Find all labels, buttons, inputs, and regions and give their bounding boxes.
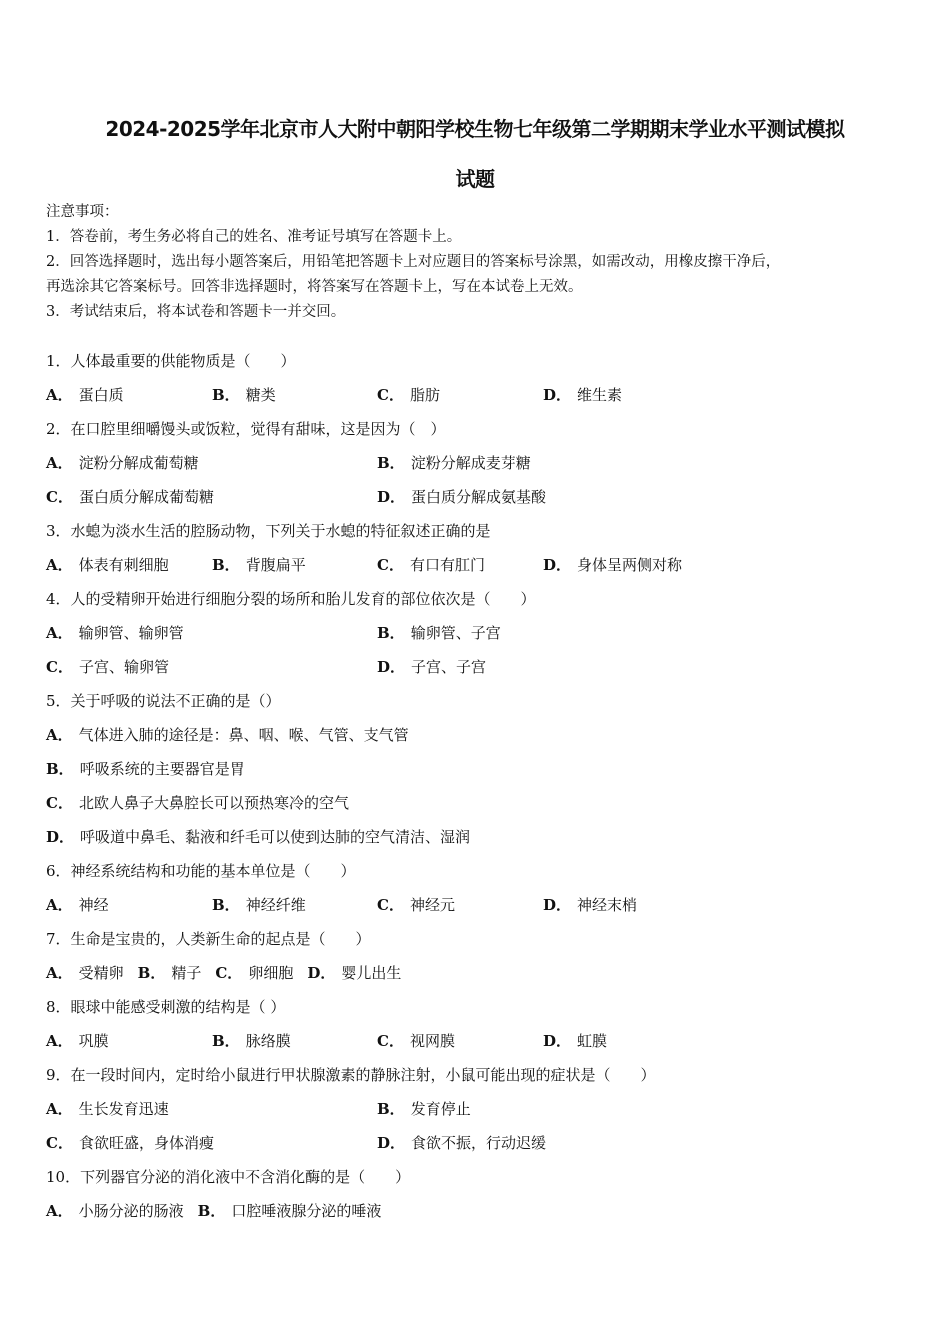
option-text: 脉络膜 — [245, 1032, 291, 1050]
option-d — [377, 652, 486, 682]
option-key: C． — [46, 658, 73, 676]
option-text: 脂肪 — [409, 386, 440, 404]
option-key: B． — [212, 386, 240, 404]
option-key: B． — [212, 896, 240, 914]
option-text: 维生素 — [577, 386, 623, 404]
option-row — [46, 890, 906, 924]
option-b — [377, 448, 531, 478]
option-text: 食欲旺盛，身体消瘦 — [78, 1134, 214, 1152]
question-stem: 9．在一段时间内，定时给小鼠进行甲状腺激素的静脉注射，小鼠可能出现的症状是（ ） — [46, 1066, 656, 1084]
option-c — [377, 890, 455, 920]
option-a — [46, 890, 109, 920]
option-text: 发育停止 — [410, 1100, 471, 1118]
option-d — [543, 1026, 607, 1056]
option-text: 婴儿出生 — [341, 964, 402, 982]
option-key: D． — [543, 896, 572, 914]
notice-section — [46, 200, 906, 325]
option-text: 小肠分泌的肠液 — [78, 1202, 184, 1220]
option-text: 口腔唾液腺分泌的唾液 — [231, 1202, 382, 1220]
option-a — [46, 448, 199, 478]
option-key: B． — [377, 454, 405, 472]
notice-line: 3．考试结束后，将本试卷和答题卡一并交回。 — [46, 304, 346, 320]
option-key: A． — [46, 726, 73, 744]
question-stem: 3．水螅为淡水生活的腔肠动物，下列关于水螅的特征叙述正确的是 — [46, 522, 491, 540]
option-key: B． — [197, 1202, 226, 1220]
option-row — [46, 652, 906, 686]
question-stem: 8．眼球中能感受刺激的结构是（ ） — [46, 998, 286, 1016]
notice-line: 1．答卷前，考生务必将自己的姓名、准考证号填写在答题卡上。 — [46, 229, 462, 245]
option-d — [377, 482, 546, 512]
option-key: B． — [212, 1032, 240, 1050]
option-key: D． — [377, 658, 406, 676]
option-row — [46, 550, 906, 584]
option-key: B． — [377, 1100, 405, 1118]
option-key: C． — [377, 1032, 404, 1050]
option-key: C． — [215, 964, 243, 982]
option-c — [46, 482, 214, 512]
option-c — [46, 788, 349, 818]
option-text: 神经纤维 — [245, 896, 306, 914]
option-row — [46, 720, 906, 754]
option-row — [46, 958, 906, 992]
option-text: 精子 — [171, 964, 202, 982]
option-key: D． — [543, 386, 572, 404]
option-c — [377, 1026, 455, 1056]
option-key: A． — [46, 556, 73, 574]
option-d — [307, 964, 401, 982]
option-text: 子宫、输卵管 — [78, 658, 169, 676]
option-key: B． — [137, 964, 166, 982]
option-key: C． — [46, 1134, 73, 1152]
option-row — [46, 822, 906, 856]
option-text: 糖类 — [245, 386, 276, 404]
option-d — [46, 822, 470, 852]
option-text: 子宫、子宫 — [411, 658, 487, 676]
option-row — [46, 788, 906, 822]
option-key: A． — [46, 1100, 73, 1118]
option-key: C． — [46, 488, 73, 506]
option-text: 输卵管、输卵管 — [78, 624, 184, 642]
option-key: C． — [377, 556, 404, 574]
question-stem: 6．神经系统结构和功能的基本单位是（ ） — [46, 862, 356, 880]
option-text: 有口有肛门 — [409, 556, 485, 574]
option-key: B． — [212, 556, 240, 574]
option-key: C． — [377, 386, 404, 404]
option-row — [46, 1128, 906, 1162]
option-row — [46, 448, 906, 482]
option-key: A． — [46, 896, 73, 914]
question-stem: 4．人的受精卵开始进行细胞分裂的场所和胎儿发育的部位依次是（ ） — [46, 590, 536, 608]
option-key: D． — [543, 1032, 572, 1050]
option-text: 神经元 — [409, 896, 455, 914]
question-stem: 5．关于呼吸的说法不正确的是（） — [46, 692, 281, 710]
option-text: 蛋白质分解成葡萄糖 — [78, 488, 214, 506]
option-b — [212, 550, 306, 580]
option-text: 虹膜 — [577, 1032, 608, 1050]
option-b — [198, 1202, 382, 1220]
option-row — [46, 482, 906, 516]
option-row — [46, 618, 906, 652]
option-key: D． — [543, 556, 572, 574]
notice-line: 2．回答选择题时，选出每小题答案后，用铅笔把答题卡上对应题目的答案标号涂黑，如需改动，用橡皮擦干净后， — [46, 254, 781, 270]
option-b — [377, 1094, 471, 1124]
option-text: 呼吸系统的主要器官是胃 — [79, 760, 245, 778]
option-key: D． — [307, 964, 336, 982]
option-row — [46, 380, 906, 414]
option-text: 视网膜 — [409, 1032, 455, 1050]
question-stem: 1．人体最重要的供能物质是（ ） — [46, 352, 296, 370]
option-row — [46, 1026, 906, 1060]
option-key: A． — [46, 964, 73, 982]
option-d — [543, 550, 682, 580]
option-text: 巩膜 — [78, 1032, 109, 1050]
option-text: 呼吸道中鼻毛、黏液和纤毛可以使到达肺的空气清洁、湿润 — [80, 828, 471, 846]
option-row — [46, 754, 906, 788]
option-key: A． — [46, 454, 73, 472]
option-a — [46, 618, 184, 648]
option-key: C． — [377, 896, 404, 914]
option-b — [212, 1026, 291, 1056]
option-b — [377, 618, 501, 648]
option-text: 蛋白质分解成氨基酸 — [411, 488, 547, 506]
option-c — [46, 652, 169, 682]
option-a — [46, 720, 409, 750]
option-text: 卵细胞 — [248, 964, 294, 982]
option-b — [138, 964, 202, 982]
option-a — [46, 1026, 109, 1056]
option-text: 淀粉分解成麦芽糖 — [410, 454, 531, 472]
exam-title-line1: 2024-2025学年北京市人大附中朝阳学校生物七年级第二学期期末学业水平测试模拟 — [105, 117, 845, 141]
option-key: D． — [46, 828, 75, 846]
option-text: 气体进入肺的途径是：鼻、咽、喉、气管、支气管 — [78, 726, 409, 744]
question-stem: 10．下列器官分泌的消化液中不含消化酶的是（ ） — [46, 1168, 411, 1186]
option-text: 北欧人鼻子大鼻腔长可以预热寒冷的空气 — [78, 794, 349, 812]
option-key: A． — [46, 386, 73, 404]
option-key: B． — [46, 760, 74, 778]
option-b — [212, 380, 276, 410]
option-text: 淀粉分解成葡萄糖 — [78, 454, 199, 472]
option-c — [377, 550, 485, 580]
option-c — [377, 380, 440, 410]
option-a — [46, 380, 124, 410]
question-list — [46, 346, 906, 1230]
option-text: 神经 — [78, 896, 109, 914]
option-a — [46, 1202, 184, 1220]
option-d — [543, 380, 622, 410]
option-b — [212, 890, 306, 920]
question-stem: 2．在口腔里细嚼馒头或饭粒，觉得有甜味，这是因为（ ） — [46, 420, 446, 438]
option-d — [377, 1128, 546, 1158]
option-b — [46, 754, 245, 784]
option-key: A． — [46, 1202, 73, 1220]
option-key: A． — [46, 1032, 73, 1050]
option-key: A． — [46, 624, 73, 642]
option-key: D． — [377, 488, 406, 506]
option-text: 背腹扁平 — [245, 556, 306, 574]
option-text: 体表有刺细胞 — [78, 556, 169, 574]
option-key: B． — [377, 624, 405, 642]
option-a — [46, 964, 124, 982]
option-a — [46, 1094, 169, 1124]
option-a — [46, 550, 169, 580]
option-text: 蛋白质 — [78, 386, 124, 404]
notice-heading: 注意事项： — [46, 204, 119, 220]
option-row — [46, 1196, 906, 1230]
option-key: D． — [377, 1134, 406, 1152]
option-text: 受精卵 — [78, 964, 124, 982]
question-stem: 7．生命是宝贵的，人类新生命的起点是（ ） — [46, 930, 371, 948]
option-text: 输卵管、子宫 — [410, 624, 501, 642]
option-d — [543, 890, 637, 920]
notice-line: 再选涂其它答案标号。回答非选择题时，将答案写在答题卡上，写在本试卷上无效。 — [46, 279, 583, 295]
option-text: 食欲不振，行动迟缓 — [411, 1134, 547, 1152]
option-key: C． — [46, 794, 73, 812]
option-row — [46, 1094, 906, 1128]
option-c — [215, 964, 293, 982]
option-text: 生长发育迅速 — [78, 1100, 169, 1118]
option-c — [46, 1128, 214, 1158]
option-text: 身体呈两侧对称 — [577, 556, 683, 574]
option-text: 神经末梢 — [577, 896, 638, 914]
exam-title-line2: 试题 — [455, 167, 495, 191]
